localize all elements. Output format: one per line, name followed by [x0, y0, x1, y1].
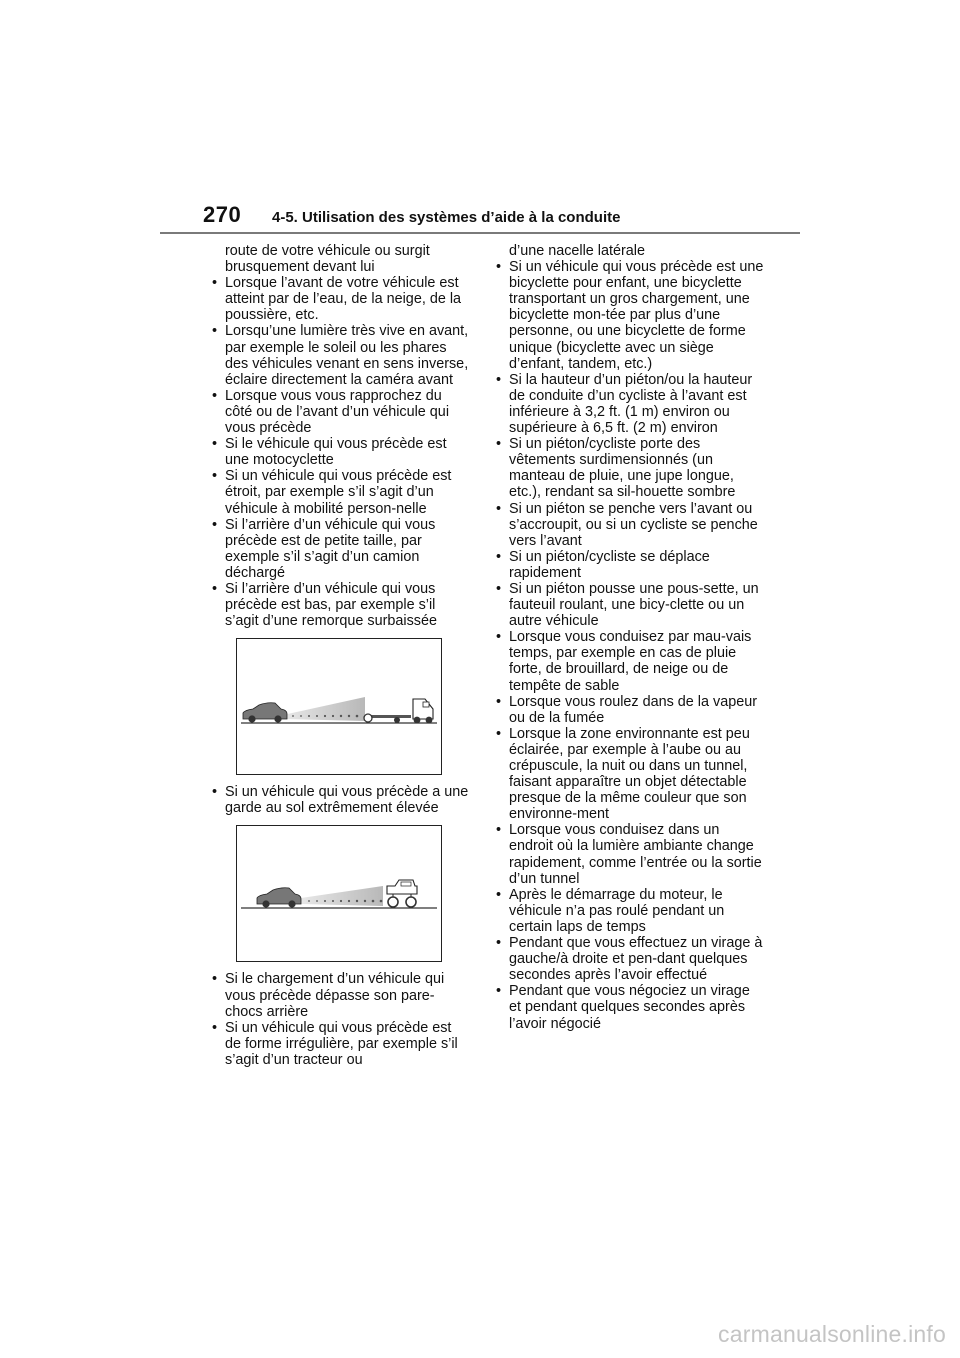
- list-item: route de votre véhicule ou surgit brusquement devant lui: [225, 243, 430, 276]
- list-item: • Lorsque la zone environnante est peu éclairée, par exemple à l’aube ou au crépuscule, la nuit ou dans un tunnel, faisant apparaître un objet détectable presque de la même couleur que son environne-ment: [494, 726, 764, 823]
- list-item: • Si un piéton pousse une pous-sette, un fauteuil roulant, une bicy-clette ou un autre véhicule: [494, 581, 764, 629]
- list-item: • Si un véhicule qui vous précède est étroit, par exemple s’il s’agit d’un véhicule à mobilité person-nelle: [210, 468, 470, 516]
- illustration-high-clearance: [236, 825, 442, 962]
- list-item: • Si un piéton/cycliste se déplace rapidement: [494, 549, 764, 581]
- list-item: • Si l’arrière d’un véhicule qui vous précède est de petite taille, par exemple s’il s’agit d’un camion déchargé: [210, 517, 470, 581]
- right-column: [494, 243, 764, 1032]
- page-number: 270: [203, 202, 242, 227]
- list-item: • Lorsque vous conduisez dans un endroit où la lumière ambiante change rapidement, comme l’entrée ou la sortie d’un tunnel: [494, 822, 764, 886]
- list-item: • Pendant que vous effectuez un virage à gauche/à droite et pen-dant quelques secondes après l’avoir effectué: [494, 935, 764, 983]
- list-item: • Si l’arrière d’un véhicule qui vous précède est bas, par exemple s’il s’agit d’une remorque surbaissée: [210, 581, 470, 629]
- list-item: • Si un piéton/cycliste porte des vêtements surdimensionnés (un manteau de pluie, une jupe longue, etc.), rendant sa sil-houette sombre: [494, 436, 764, 500]
- list-item: d’une nacelle latérale: [509, 243, 646, 259]
- watermark: carmanualsonline.info: [718, 1321, 946, 1347]
- list-item: • Pendant que vous négociez un virage et pendant quelques secondes après l’avoir négocié: [494, 983, 764, 1031]
- illustration-low-trailer: [236, 638, 442, 775]
- list-item: • Lorsque vous roulez dans de la vapeur ou de la fumée: [494, 694, 764, 726]
- left-column: [210, 243, 470, 1068]
- list-item: • Lorsqu’une lumière très vive en avant, par exemple le soleil ou les phares des véhicules venant en sens inverse, éclaire directement la caméra avant: [210, 323, 470, 387]
- list-item: • Lorsque vous vous rapprochez du côté ou de l’avant d’un véhicule qui vous précède: [210, 388, 470, 436]
- list-item: • Lorsque vous conduisez par mau-vais temps, par exemple en cas de pluie forte, de brouillard, de neige ou de tempête de sable: [494, 629, 764, 693]
- list-item: • Si un véhicule qui vous précède a une garde au sol extrêmement élevée: [210, 784, 470, 816]
- list-item: • Si la hauteur d’un piéton/ou la hauteur de conduite d’un cycliste à l’avant est inférieure à 3,2 ft. (1 m) environ ou supérieure à 6,5 ft. (2 m) environ: [494, 372, 764, 436]
- list-item: • Lorsque l’avant de votre véhicule est atteint par de l’eau, de la neige, de la poussière, etc.: [210, 275, 470, 323]
- list-item: • Si un piéton se penche vers l’avant ou s’accroupit, ou si un cycliste se penche vers l’avant: [494, 501, 764, 549]
- list-item: • Si le chargement d’un véhicule qui vous précède dépasse son pare-chocs arrière: [210, 971, 470, 1019]
- section-title: 4-5. Utilisation des systèmes d’aide à la conduite: [272, 209, 621, 226]
- list-item: • Si un véhicule qui vous précède est une bicyclette pour enfant, une bicyclette transportant un gros chargement, une bicyclette mon-tée par plus d’une personne, ou une bicyclette de forme unique (bicyclette avec un siège d’enfant, tandem, etc.): [494, 259, 764, 372]
- header-divider: [160, 232, 800, 234]
- list-item: • Si un véhicule qui vous précède est de forme irrégulière, par exemple s’il s’agit d’un tracteur ou: [210, 1020, 470, 1068]
- list-item: • Si le véhicule qui vous précède est une motocyclette: [210, 436, 470, 468]
- list-item: • Après le démarrage du moteur, le véhicule n’a pas roulé pendant un certain laps de temps: [494, 887, 764, 935]
